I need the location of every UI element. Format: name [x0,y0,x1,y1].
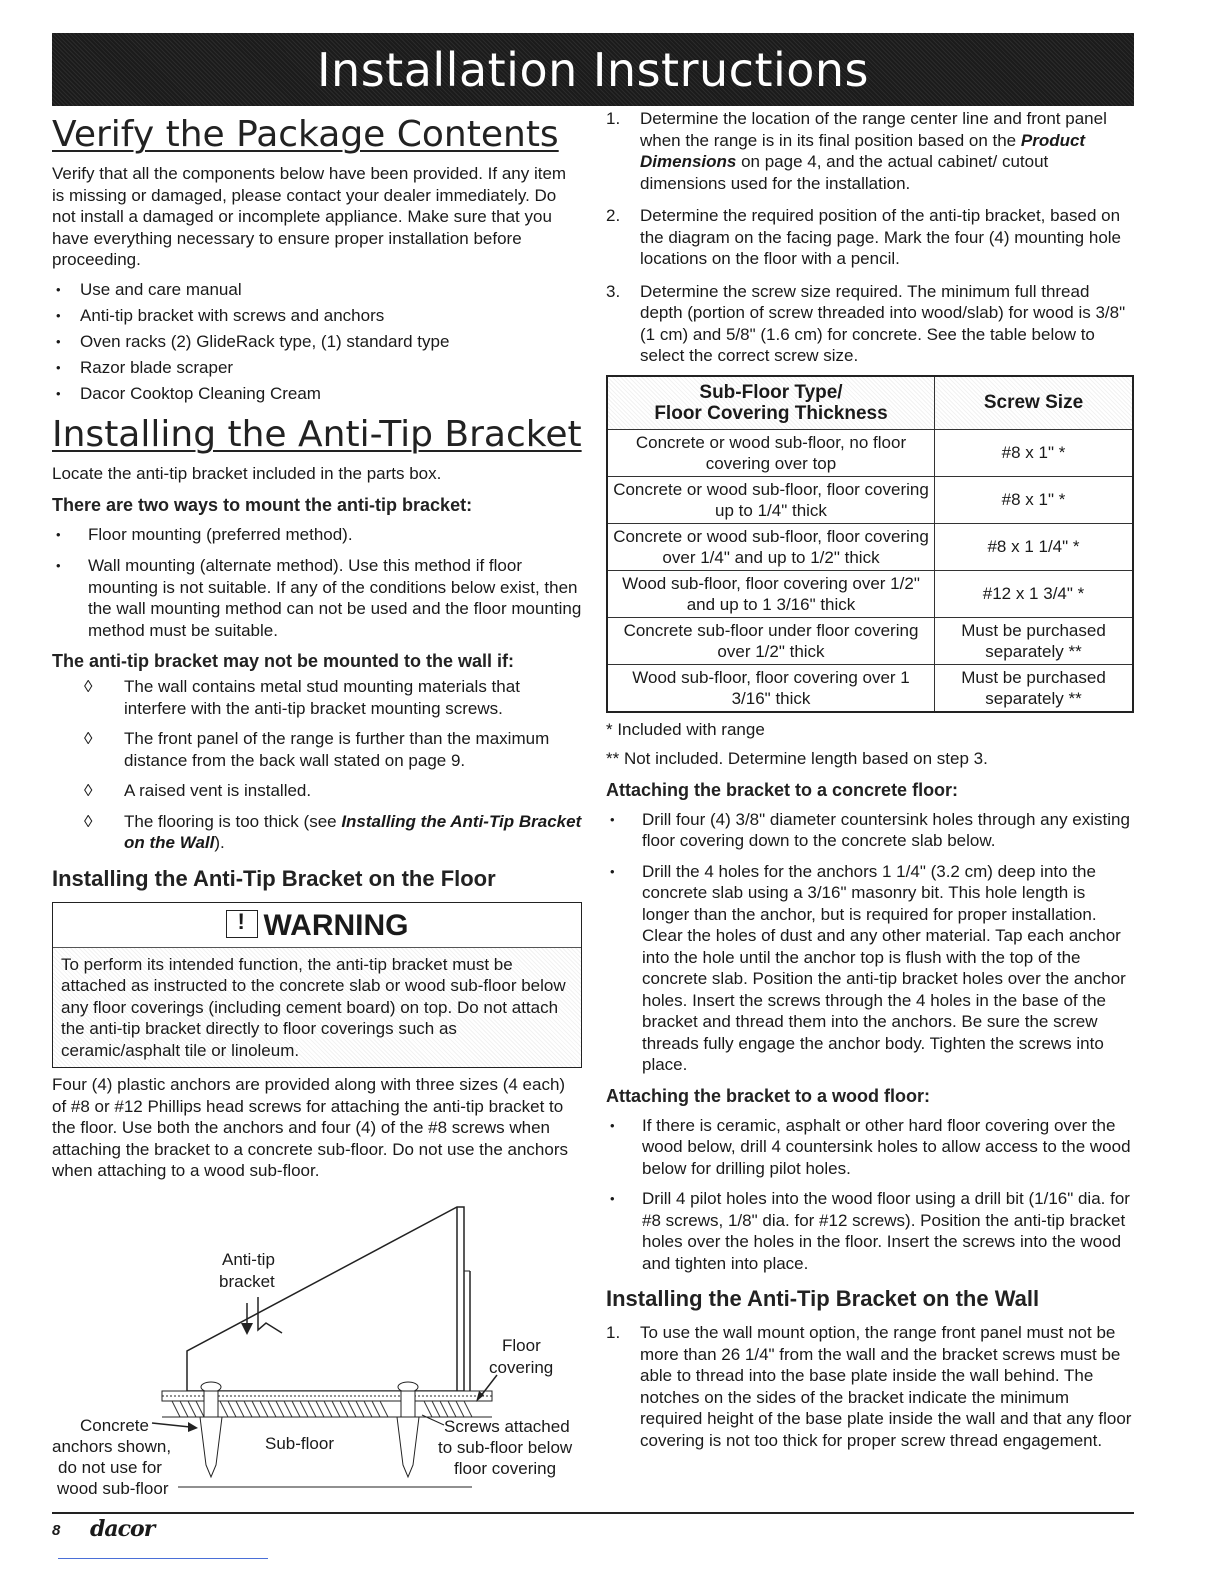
table-row [607,570,1133,617]
label-floor: Floor [502,1336,541,1355]
ways-heading: There are two ways to mount the anti-tip bracket: [52,494,473,515]
table-row [607,617,1133,664]
list-item: 1. Determine the location of the range center line and front panel when the range is in its final position based on the Product Dimensions on page 4, and the actual cabinet/ cutout dimensions used for the installation. [606,109,1107,193]
list-item: 1. To use the wall mount option, the range front panel must not be more than 26 1/4" from the wall and the bracket screws must be able to thread into the base plate inside the wall behind. The notches on the sides of the bracket indicate the minimum required height of the base plate inside the wall and that any floor covering is not too thick for proper screw thread engagement. [606,1323,1132,1450]
list-item: ◊ The front panel of the range is further than the maximum distance from the back wall stated on page 9. [52,728,582,771]
list-item: • Drill 4 pilot holes into the wood floor using a drill bit (1/16" dia. for #8 screws, 1/8" dia. for #12 screws). Position the anti-tip bracket holes over the holes in the floor. Insert the screws into the wood and tighten into place. [606,1188,1134,1274]
step-text: Determine the screw size required. The minimum full thread depth (portion of screw threaded into wood/slab) for wood is 3/8" (1 cm) and 5/8" (1.6 cm) for concrete. See the table below to select the correct screw size. [640,281,1126,365]
list-item: • Razor blade scraper [52,357,582,379]
wall-heading: The anti-tip bracket may not be mounted to the wall if: [52,651,515,671]
list-item: • If there is ceramic, asphalt or other hard floor covering over the wood below, drill 4 countersink holes to allow access to the wood below for drilling pilot holes. [606,1115,1134,1180]
warning-box [52,902,582,1069]
anti-tip-title: Installing the Anti-Tip Bracket [52,414,582,455]
condition-text: The flooring is too thick (see [124,811,342,831]
step-text: To use the wall mount option, the range front panel must not be more than 26 1/4" from the wall and the bracket screws must be able to thread into the base plate inside the wall behind. The notches on the sides of the bracket indicate the minimum required height of the base plate inside the wall and that any floor covering is not too thick for proper screw thread engagement. [640,1323,1132,1450]
anti-tip-intro: Locate the anti-tip bracket included in the parts box. [52,464,442,483]
conditions-list [52,676,582,854]
table-row [607,429,1133,476]
list-item: ◊ A raised vent is installed. [52,780,582,802]
table-cell: #8 x 1" * [935,429,1134,476]
bracket-diagram [52,1205,582,1505]
label-subfloor: Sub-floor [265,1434,334,1453]
bracket-shape [187,1207,464,1391]
contents-list [52,279,582,405]
list-item: • Anti-tip bracket with screws and anchors [52,305,582,327]
table-cell: Must be purchased separately ** [935,617,1134,664]
table-header-row [607,376,1133,430]
step-text: on page 4, and the actual cabinet/ cutout dimensions used for the installation. [640,152,1049,193]
header-text: Sub-Floor Type/ [699,381,843,403]
table-cell: Wood sub-floor, floor covering over 1 3/16" thick [607,664,935,712]
step-text: Determine the required position of the anti-tip bracket, based on the diagram on the facing page. Mark the four (4) mounting hole locations on the floor with a pencil. [640,206,1122,268]
concrete-list [606,809,1134,1076]
label-concrete: Concrete [80,1416,149,1435]
list-item: • Floor mounting (preferred method). [52,524,582,546]
condition-ref: Installing the Anti-Tip Bracket on the Wall [124,811,582,852]
footer-link-rule [58,1558,268,1559]
table-cell: Must be purchased separately ** [935,664,1134,712]
verify-title: Verify the Package Contents [52,114,559,155]
table-header-type [607,376,935,430]
concrete-title: Attaching the bracket to a concrete floor: [606,779,959,800]
list-item: 3. Determine the screw size required. The minimum full thread depth (portion of screw threaded into wood/slab) for wood is 3/8" (1 cm) and 5/8" (1.6 cm) for concrete. See the table below to select the correct screw size. [606,281,1126,365]
warning-text: To perform its intended function, the anti-tip bracket must be attached as instructed to the concrete slab or wood sub-floor below any floor coverings (including cement board) on top. Do not attach the anti-tip bracket directly to floor coverings such as ceramic/asphalt tile or linoleum. [53,948,581,1068]
table-cell: Concrete or wood sub-floor, no floor covering over top [607,429,935,476]
wall-title: Installing the Anti-Tip Bracket on the Wall [606,1286,1040,1311]
list-item: 2. Determine the required position of the anti-tip bracket, based on the diagram on the facing page. Mark the four (4) mounting hole locations on the floor with a pencil. [606,206,1122,268]
label-bracket: bracket [219,1272,275,1291]
left-column [52,108,582,1182]
warning-icon [226,910,258,938]
table-cell: Concrete or wood sub-floor, floor covering over 1/4" and up to 1/2" thick [607,523,935,570]
label-screws: to sub-floor below [438,1438,573,1457]
table-row [607,523,1133,570]
list-item: • Oven racks (2) GlideRack type, (1) standard type [52,331,582,353]
ways-list [52,524,582,642]
step-text: Determine the location of the range center line and front panel when the range is in its final position based on the [640,109,1107,150]
label-concrete: do not use for [58,1458,162,1477]
verify-intro: Verify that all the components below have been provided. If any item is missing or damaged, please contact your dealer immediately. Do not install a damaged or incomplete appliance. Make sure that you have everything necessary to ensure proper installation before proceeding. [52,164,567,269]
table-cell: #8 x 1" * [935,476,1134,523]
wood-list [606,1115,1134,1275]
right-column [606,108,1134,1462]
table-row [607,664,1133,712]
table-cell: Concrete sub-floor under floor covering over 1/2" thick [607,617,935,664]
condition-text: ). [214,833,225,852]
floor-body: Four (4) plastic anchors are provided along with three sizes (4 each) of #8 or #12 Phillips head screws for attaching the anti-tip bracket to the floor. Use both the anchors and four (4) of the #8 screws when attaching the bracket to a concrete sub-floor. Do not use the anchors when attaching to a wood sub-floor. [52,1075,568,1180]
steps-list [606,108,1134,367]
wood-title: Attaching the bracket to a wood floor: [606,1085,931,1106]
label-screws: Screws attached [444,1417,570,1436]
table-cell: #8 x 1 1/4" * [935,523,1134,570]
label-floor: covering [489,1358,554,1377]
step-ref: Product Dimensions [640,130,1086,171]
label-concrete: wood sub-floor [57,1479,169,1498]
banner-title: Installation Instructions [316,42,870,97]
table-note: * Included with range [606,719,765,739]
label-concrete: anchors shown, [52,1437,172,1456]
table-header-size: Screw Size [935,376,1134,430]
table-cell: #12 x 1 3/4" * [935,570,1134,617]
header-text: Floor Covering Thickness [654,402,888,424]
wall-steps [606,1322,1134,1451]
table-cell: Concrete or wood sub-floor, floor covering up to 1/4" thick [607,476,935,523]
dacor-logo: dacor [90,1516,155,1542]
list-item: • Dacor Cooktop Cleaning Cream [52,383,582,405]
footer-rule [52,1512,1134,1514]
table-row [607,476,1133,523]
list-item: • Wall mounting (alternate method). Use this method if floor mounting is not suitable. If any of the conditions below exist, then the wall mounting method can not be used and the floor mounting method must be suitable. [52,555,582,641]
floor-title: Installing the Anti-Tip Bracket on the Floor [52,865,496,891]
table-cell: Wood sub-floor, floor covering over 1/2" and up to 1 3/16" thick [607,570,935,617]
list-item: • Drill four (4) 3/8" diameter countersink holes through any existing floor covering down to the concrete slab below. [606,809,1134,852]
list-item [52,811,582,854]
page-number: 8 [52,1522,61,1539]
page-banner [52,33,1134,106]
label-bracket: Anti-tip [222,1250,275,1269]
screw-size-table [606,375,1134,713]
list-item: ◊ The wall contains metal stud mounting materials that interfere with the anti-tip bracket mounting screws. [52,676,582,719]
table-note: ** Not included. Determine length based on step 3. [606,749,988,768]
warning-header [53,903,581,948]
list-item: • Drill the 4 holes for the anchors 1 1/4" (3.2 cm) deep into the concrete slab using a 3/16" masonry bit. This hole length is longer than the anchor, but is required for proper installation. Clear the holes of dust and any other material. Tap each anchor into the hole until the anchor top is flush with the top of the concrete slab. Position the anti-tip bracket holes over the anchor holes. Insert the screws through the 4 holes in the base of the bracket and thread them into the anchors. Be sure the screw threads fully engage the anchor body. Tighten the screws into place. [606,861,1134,1076]
warning-title: WARNING [263,908,409,942]
label-screws: floor covering [454,1459,557,1478]
list-item: • Use and care manual [52,279,582,301]
